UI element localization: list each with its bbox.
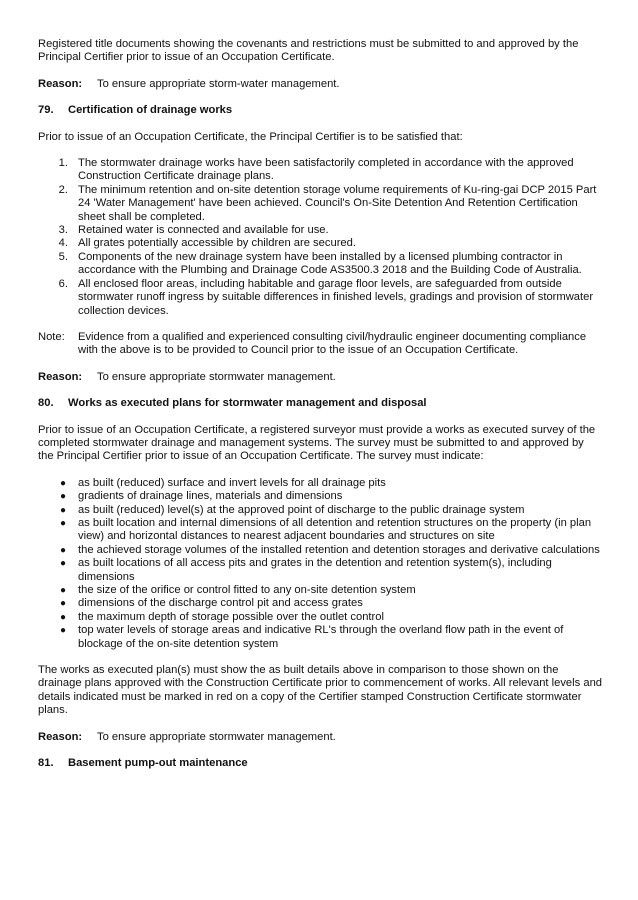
- bullet-icon: ●: [60, 558, 67, 570]
- list-item: 5. Components of the new drainage system have been installed by a licensed plumbing contractor in accordance with the Plumbing and Drainage Code AS3500.3 2018 and the Building Code of Australia.: [58, 250, 582, 277]
- condition-80-lead: Prior to issue of an Occupation Certificate, a registered surveyor must provide a works as executed survey of the completed stormwater drainage and management systems. The survey must be submitted to and approved by the Principal Certifier prior to issue of an Occupation Certificate. The survey must indicate:: [38, 423, 596, 463]
- bullet-icon: ●: [60, 544, 67, 556]
- list-item: ● the maximum depth of storage possible over the outlet control: [60, 610, 384, 623]
- reason-text: To ensure appropriate stormwater management.: [97, 370, 336, 383]
- list-item: ● as built location and internal dimensions of all detention and retention structures on the property (in plan view) and horizontal distances to nearest adjacent boundaries and structures on site: [60, 516, 592, 543]
- reason-text: To ensure appropriate stormwater management.: [97, 730, 336, 743]
- condition-80-heading: [38, 397, 602, 410]
- condition-79-list: [38, 157, 602, 318]
- bullet-icon: ●: [60, 477, 67, 489]
- reason-label: Reason:: [38, 77, 83, 90]
- condition-79-reason: [38, 371, 602, 384]
- bullet-icon: ●: [60, 491, 67, 503]
- list-item: ● dimensions of the discharge control pit and access grates: [60, 597, 363, 610]
- list-item: 6. All enclosed floor areas, including habitable and garage floor levels, are safeguarded from outside stormwater runoff ingress by suitable differences in finished levels, gradings and provision of stormwater collection devices.: [58, 277, 594, 317]
- list-item: ● the size of the orifice or control fitted to any on-site detention system: [60, 584, 416, 596]
- condition-number: 81.: [38, 757, 54, 770]
- reason-label: Reason:: [38, 730, 83, 743]
- list-item: ● top water levels of storage areas and indicative RL's through the overland flow path in the event of blockage of the on-site detention system: [60, 624, 564, 650]
- condition-80-reason: [38, 731, 602, 744]
- list-item: ● as built (reduced) level(s) at the approved point of discharge to the public drainage system: [60, 503, 525, 516]
- condition-79-note: [38, 331, 602, 358]
- condition-80-closing: The works as executed plan(s) must show the as built details above in comparison to those shown on the drainage plans approved with the Construction Certificate prior to commencement of works. All relevant levels and details indicated must be marked in red on a copy of the Certifier stamped Construction Certificate stormwater plans.: [38, 664, 603, 717]
- condition-title: Basement pump-out maintenance: [68, 757, 248, 770]
- reason-label: Reason:: [38, 370, 83, 383]
- condition-79-heading: [38, 104, 602, 117]
- list-item: 2. The minimum retention and on-site detention storage volume requirements of Ku-ring-gai DCP 2015 Part 24 'Water Management' have been achieved. Council's On-Site Detention And Retention Certification sheet shall be completed.: [58, 183, 597, 223]
- reason-text: To ensure appropriate storm-water management.: [97, 77, 340, 90]
- document-page: [38, 38, 602, 783]
- list-item: ● as built locations of all access pits and grates in the detention and retention system(s), including dimensions: [60, 557, 552, 583]
- list-item: 1. The stormwater drainage works have been satisfactorily completed in accordance with the approved Construction Certificate drainage plans.: [58, 157, 574, 183]
- list-item: 4. All grates potentially accessible by children are secured.: [58, 237, 356, 250]
- list-item: 3. Retained water is connected and available for use.: [58, 224, 329, 237]
- condition-number: 79.: [38, 104, 54, 117]
- condition-title: Certification of drainage works: [68, 104, 233, 117]
- bullet-icon: ●: [60, 611, 67, 623]
- condition-number: 80.: [38, 397, 54, 410]
- list-item: ● as built (reduced) surface and invert levels for all drainage pits: [60, 476, 386, 489]
- intro-paragraph: Registered title documents showing the covenants and restrictions must be submitted to and approved by the Principal Certifier prior to issue of an Occupation Certificate.: [38, 38, 579, 64]
- bullet-icon: ●: [60, 625, 67, 637]
- bullet-icon: ●: [60, 517, 67, 529]
- intro-reason: [38, 78, 602, 91]
- bullet-icon: ●: [60, 504, 67, 516]
- list-item: ● the achieved storage volumes of the installed retention and detention storages and derivative calculations: [60, 543, 600, 556]
- bullet-icon: ●: [60, 585, 67, 596]
- note-text: Evidence from a qualified and experienced consulting civil/hydraulic engineer documenting compliance with the above is to be provided to Council prior to the issue of an Occupation Certificate.: [78, 330, 587, 357]
- note-label: Note:: [38, 330, 65, 343]
- condition-81-heading: [38, 757, 602, 770]
- condition-79-lead: Prior to issue of an Occupation Certificate, the Principal Certifier is to be satisfied that:: [38, 130, 463, 143]
- condition-title: Works as executed plans for stormwater management and disposal: [68, 397, 427, 410]
- list-item: ● gradients of drainage lines, materials and dimensions: [60, 490, 343, 503]
- condition-80-bullets: [38, 477, 602, 651]
- bullet-icon: ●: [60, 598, 67, 610]
